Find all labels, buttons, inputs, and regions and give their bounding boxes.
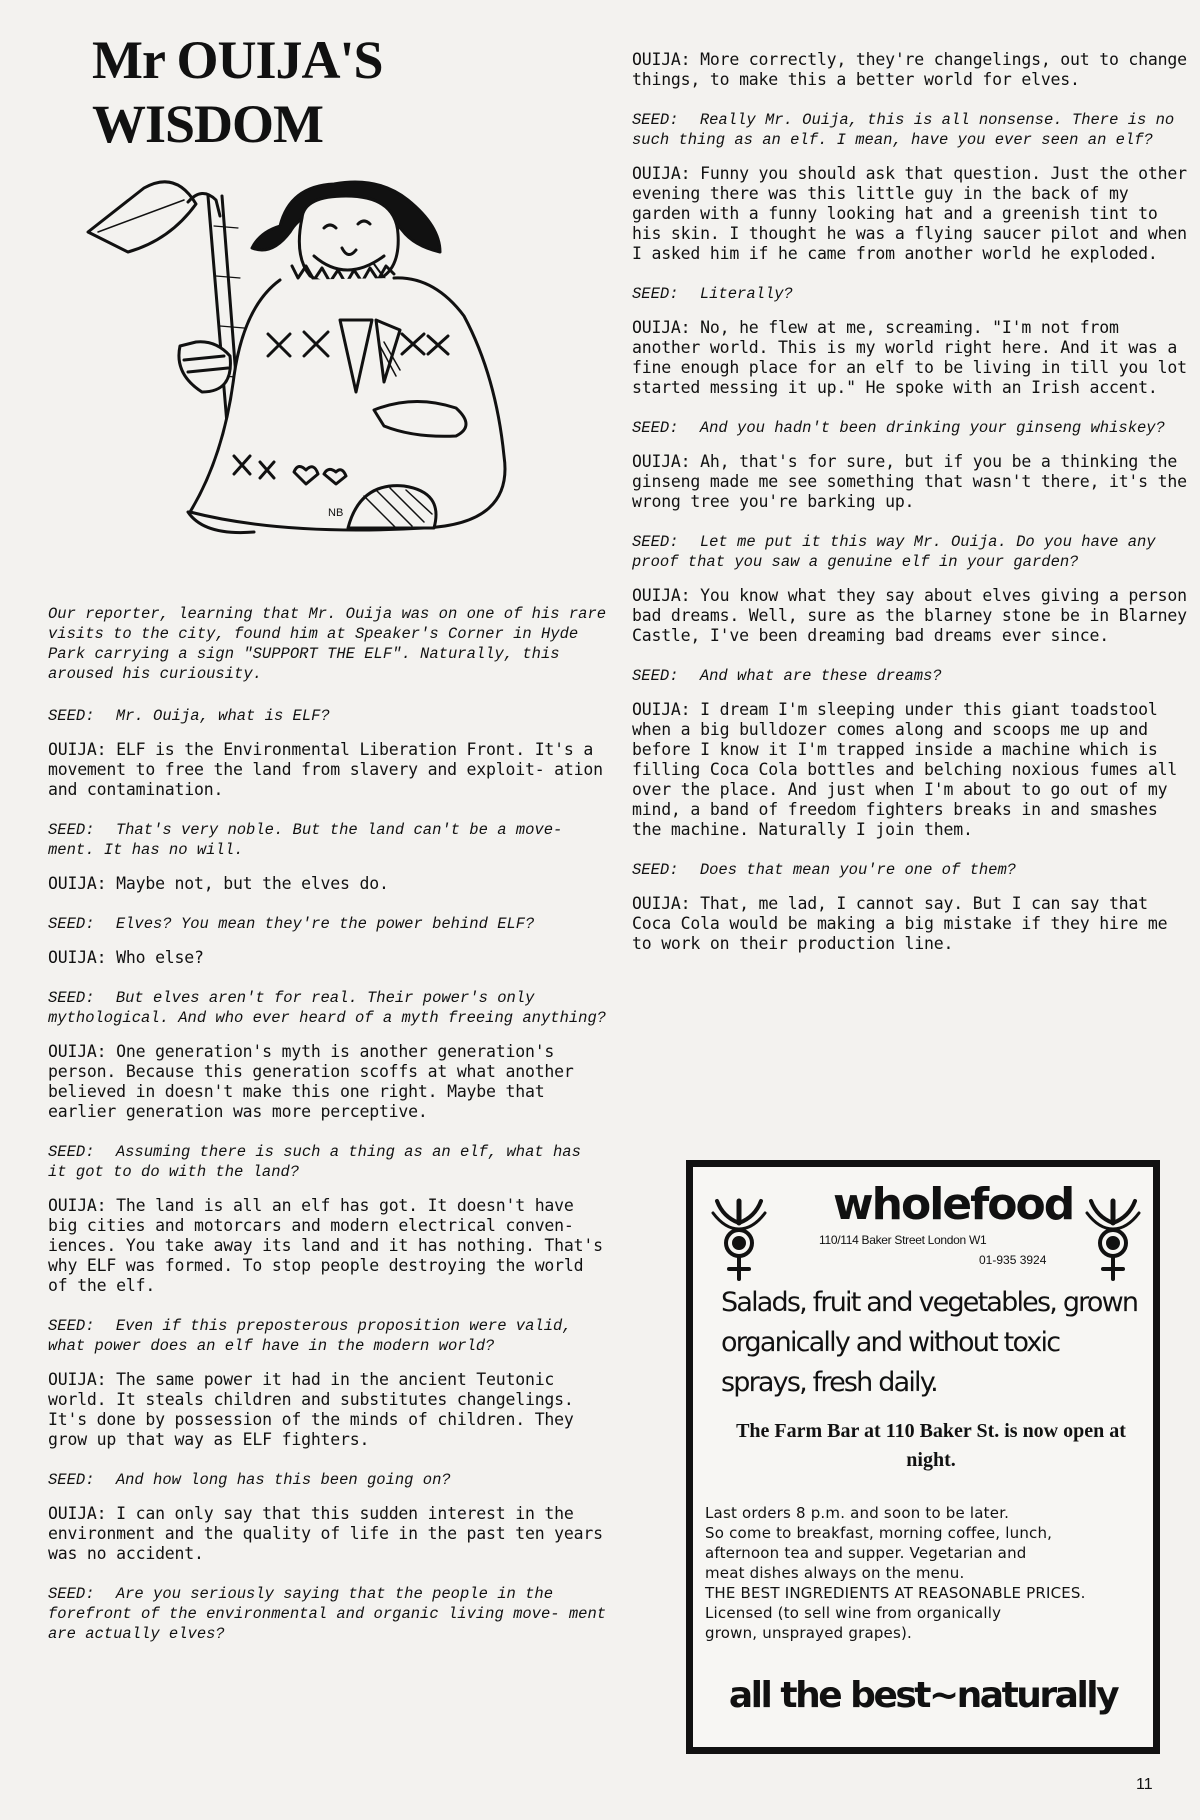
dialogue-text: You know what they say about elves giving a person bad dreams. Well, sure as the blarney stone be in Blarney Castle, I've been dreaming bad dreams ever since. xyxy=(632,586,1187,645)
speaker-label: OUIJA: xyxy=(48,1196,107,1215)
dialogue-text: And how long has this been going on? xyxy=(115,1471,451,1489)
dialogue-text: Mr. Ouija, what is ELF? xyxy=(115,707,330,725)
speaker-label: OUIJA: xyxy=(48,948,107,967)
ad-body-line: meat dishes always on the menu. xyxy=(705,1564,965,1582)
dialogue-text: Who else? xyxy=(116,948,204,967)
dialogue-text: And what are these dreams? xyxy=(699,667,942,685)
seed-question xyxy=(632,284,1192,304)
speaker-label: SEED: xyxy=(632,111,679,129)
page-number: 11 xyxy=(1136,1776,1153,1793)
speaker-label: SEED: xyxy=(48,1317,95,1335)
wholefood-advertisement xyxy=(686,1160,1160,1754)
speaker-label: SEED: xyxy=(48,707,95,725)
ouija-answer xyxy=(48,874,608,894)
dialogue-text: One generation's myth is another generation's person. Because this generation scoffs at what another believed in doesn't make this one right. Maybe that earlier generation was more perceptive. xyxy=(48,1042,574,1121)
ad-tagline: Salads, fruit and vegetables, grown organically and without toxic sprays, fresh daily. xyxy=(721,1287,1138,1398)
seed-question xyxy=(48,914,608,934)
speaker-label: OUIJA: xyxy=(632,586,691,605)
seed-question xyxy=(48,1584,608,1644)
dialogue-text: I dream I'm sleeping under this giant toadstool when a big bulldozer comes along and scoops me up and before I know it I'm trapped inside a machine which is filling Coca Cola bottles and belching noxious fumes all over the place. And just when I'm about to go out of my mind, a band of freedom fighters breaks in and smashes the machine. Naturally I join them. xyxy=(632,700,1178,839)
ad-address: 110/114 Baker Street London W1 xyxy=(819,1233,987,1247)
ad-brand-name: wholefood xyxy=(833,1179,1074,1230)
ouija-answer xyxy=(48,1370,608,1450)
speaker-label: OUIJA: xyxy=(48,1042,107,1061)
ouija-answer xyxy=(632,164,1192,264)
ouija-answer xyxy=(48,948,608,968)
seed-question xyxy=(48,988,608,1028)
dialogue-text: That, me lad, I cannot say. But I can say that Coca Cola would be making a big mistake if they hire me to work on their production line. xyxy=(632,894,1168,953)
ad-body-line: THE BEST INGREDIENTS AT REASONABLE PRICES. xyxy=(705,1584,1086,1602)
speaker-label: OUIJA: xyxy=(632,318,691,337)
speaker-label: OUIJA: xyxy=(48,1504,107,1523)
dialogue-text: Let me put it this way Mr. Ouija. Do you have any proof that you saw a genuine elf in your garden? xyxy=(632,533,1156,571)
dialogue-text: Literally? xyxy=(699,285,793,303)
dialogue-text: No, he flew at me, screaming. "I'm not from another world. This is my world right here. And it was a fine enough place for an elf to be living in till you lot started messing it up." He spoke with an Irish accent. xyxy=(632,318,1187,397)
dialogue-text: More correctly, they're changelings, out to change things, to make this a better world for elves. xyxy=(632,50,1187,89)
speaker-label: SEED: xyxy=(632,419,679,437)
dialogue-text: Really Mr. Ouija, this is all nonsense. There is no such thing as an elf. I mean, have you ever seen an elf? xyxy=(632,111,1175,149)
seed-question xyxy=(632,666,1192,686)
seed-question xyxy=(48,820,608,860)
dialogue-text: Maybe not, but the elves do. xyxy=(116,874,389,893)
speaker-label: OUIJA: xyxy=(632,700,691,719)
dialogue-text: Are you seriously saying that the people in the forefront of the environmental and organic living move- ment are actually elves? xyxy=(48,1585,607,1643)
ouija-answer xyxy=(632,50,1192,90)
seed-question xyxy=(632,110,1192,150)
title-line-2: WISDOM xyxy=(92,94,324,154)
dialogue-text: Even if this preposterous proposition were valid, what power does an elf have in the modern world? xyxy=(48,1317,572,1355)
dialogue-text: That's very noble. But the land can't be a move- ment. It has no will. xyxy=(48,821,563,859)
speaker-label: OUIJA: xyxy=(632,452,691,471)
speaker-label: OUIJA: xyxy=(48,874,107,893)
speaker-label: OUIJA: xyxy=(632,164,691,183)
dialogue-text: Assuming there is such a thing as an elf, what has it got to do with the land? xyxy=(48,1143,581,1181)
article-column-left xyxy=(48,604,608,1658)
dialogue-text: Elves? You mean they're the power behind ELF? xyxy=(115,915,535,933)
ouija-answer xyxy=(632,318,1192,398)
speaker-label: SEED: xyxy=(48,1143,95,1161)
illustration-signature: NB xyxy=(328,507,344,519)
speaker-label: SEED: xyxy=(632,667,679,685)
seed-question xyxy=(48,706,608,726)
dialogue-text: Ah, that's for sure, but if you be a thinking the ginseng made me see something that wasn't there, it's the wrong tree you're barking up. xyxy=(632,452,1187,511)
speaker-label: SEED: xyxy=(48,1585,95,1603)
dialogue-text: And you hadn't been drinking your ginseng whiskey? xyxy=(699,419,1165,437)
ouija-answer xyxy=(48,1504,608,1564)
seed-question xyxy=(48,1316,608,1356)
article-column-right xyxy=(632,50,1192,974)
speaker-label: OUIJA: xyxy=(632,894,691,913)
dialogue-text: ELF is the Environmental Liberation Front. It's a movement to free the land from slavery and exploit- ation and contamination. xyxy=(48,740,603,799)
ouija-answer xyxy=(632,586,1192,646)
ad-body-line: grown, unsprayed grapes). xyxy=(705,1624,913,1642)
peace-venus-symbol-icon xyxy=(709,1195,769,1285)
ad-body-line: Last orders 8 p.m. and soon to be later. xyxy=(705,1504,1010,1522)
ad-phone: 01-935 3924 xyxy=(979,1253,1047,1267)
ouija-answer xyxy=(48,1196,608,1296)
article-intro: Our reporter, learning that Mr. Ouija was on one of his rare visits to the city, found him at Speaker's Corner in Hyde Park carrying a sign "SUPPORT THE ELF". Naturally, this aroused his curiousity. xyxy=(48,605,607,683)
ouija-answer xyxy=(48,1042,608,1122)
speaker-label: SEED: xyxy=(632,533,679,551)
dialogue-text: Does that mean you're one of them? xyxy=(699,861,1017,879)
speaker-label: SEED: xyxy=(48,821,95,839)
speaker-label: OUIJA: xyxy=(632,50,691,69)
dialogue-text: Funny you should ask that question. Just the other evening there was this little guy in the back of my garden with a funny looking hat and a greenish tint to his skin. I thought he was a flying saucer pilot and when I asked him if he came from another world he exploded. xyxy=(632,164,1187,263)
ouija-answer xyxy=(632,700,1192,840)
title-line-1: Mr OUIJA'S xyxy=(92,30,383,90)
mr-ouija-illustration xyxy=(84,156,584,596)
ad-body-line: Licensed (to sell wine from organically xyxy=(705,1604,1002,1622)
seed-question xyxy=(632,860,1192,880)
seed-question xyxy=(48,1470,608,1490)
speaker-label: SEED: xyxy=(48,989,95,1007)
speaker-label: OUIJA: xyxy=(48,740,107,759)
ouija-answer xyxy=(632,452,1192,512)
ouija-answer xyxy=(48,740,608,800)
ad-body-text xyxy=(705,1503,1155,1643)
speaker-label: SEED: xyxy=(632,861,679,879)
seed-question xyxy=(632,532,1192,572)
ad-farm-bar-announcement: The Farm Bar at 110 Baker St. is now open at night. xyxy=(736,1420,1126,1471)
dialogue-text: The same power it had in the ancient Teutonic world. It steals children and substitutes changelings. It's done by possession of the minds of children. They grow up that way as ELF fighters. xyxy=(48,1370,574,1449)
speaker-label: OUIJA: xyxy=(48,1370,107,1389)
speaker-label: SEED: xyxy=(632,285,679,303)
seed-question xyxy=(48,1142,608,1182)
ad-body-line: So come to breakfast, morning coffee, lunch, xyxy=(705,1524,1053,1542)
article-title xyxy=(92,28,512,156)
dialogue-text: But elves aren't for real. Their power's only mythological. And who ever heard of a myth freeing anything? xyxy=(48,989,607,1027)
dialogue-text: The land is all an elf has got. It doesn't have big cities and motorcars and modern electrical conven- iences. You take away its land and it has nothing. That's why ELF was formed. To stop people destroying the world of the elf. xyxy=(48,1196,603,1295)
seed-question xyxy=(632,418,1192,438)
ouija-answer xyxy=(632,894,1192,954)
ad-slogan: all the best~naturally xyxy=(728,1675,1118,1716)
ad-body-line: afternoon tea and supper. Vegetarian and xyxy=(705,1544,1027,1562)
speaker-label: SEED: xyxy=(48,1471,95,1489)
dialogue-text: I can only say that this sudden interest in the environment and the quality of life in the past ten years was no accident. xyxy=(48,1504,603,1563)
peace-venus-symbol-icon xyxy=(1083,1195,1143,1285)
speaker-label: SEED: xyxy=(48,915,95,933)
